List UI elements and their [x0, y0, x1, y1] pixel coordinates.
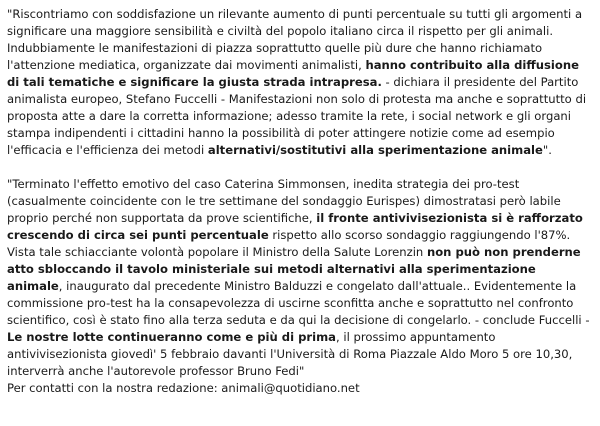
text-segment: "Riscontriamo con soddisfazione un rilevante aumento di punti percentuale su tutti gli argomenti a significare una maggiore sensibilità e civiltà del popolo italiano circa il rispetto per gli animali. Indubbiamente le manifestazioni di piazza soprattutto quelle più dure che hanno richiamato l'attenzione mediatica, organizzate dai movimenti animalisti,	[7, 7, 583, 72]
bold-segment: alternativi/sostitutivi alla sperimentazione animale	[207, 143, 543, 157]
text-segment: , il prossimo appuntamento antivivisezionista giovedì' 5 febbraio davanti l'Università di Roma Piazzale Aldo Moro 5 ore 10,30, interverrà anche l'autorevole professor Bruno Fedi"	[7, 330, 573, 378]
bold-segment: hanno contribuito alla diffusione di tali tematiche e significare la giusta strada intrapresa.	[7, 58, 579, 89]
paragraph-1	[7, 6, 595, 159]
contact-line: Per contatti con la nostra redazione: animali@quotidiano.net	[7, 381, 360, 395]
article-body	[7, 6, 595, 397]
paragraph-2	[7, 176, 595, 380]
text-segment: , inaugurato dal precedente Ministro Balduzzi e congelato dall'attuale.. Evidentemente la commissione pro-test ha la consapevolezza di uscirne sconfitta anche e soprattutto nel confronto scientifico, così è stato fino alla terza seduta e da qui la decisione di congelarlo. - conclude Fuccelli -	[7, 279, 590, 327]
text-segment: rispetto allo scorso sondaggio raggiungendo l'87%. Vista tale schiacciante volontà popolare il Ministro della Salute Lorenzin	[7, 228, 571, 259]
text-segment: ".	[542, 143, 552, 157]
text-segment: - dichiara il presidente del Partito animalista europeo, Stefano Fuccelli - Manifestazioni non solo di protesta ma anche e soprattutto di proposta atte a dare la corretta informazione; adesso tramite la rete, i social network e gli organi stampa indipendenti i cittadini hanno la possibilità di poter attingere notizie come ad esempio l'efficacia e l'efficienza dei metodi	[7, 75, 587, 157]
bold-segment: non può non prenderne atto sbloccando il tavolo ministeriale sui metodi alternativi alla sperimentazione animale	[7, 245, 581, 293]
bold-segment: il fronte antivivisezionista si è rafforzato crescendo di circa sei punti percentuale	[7, 211, 583, 242]
bold-segment: Le nostre lotte continueranno come e più di prima	[7, 330, 337, 344]
text-segment: "Terminato l'effetto emotivo del caso Caterina Simmonsen, inedita strategia dei pro-test (casualmente coincidente con le tre settimane del sondaggio Eurispes) dimostratasi però labile proprio perché non supportata da prove scientifiche,	[7, 177, 561, 225]
